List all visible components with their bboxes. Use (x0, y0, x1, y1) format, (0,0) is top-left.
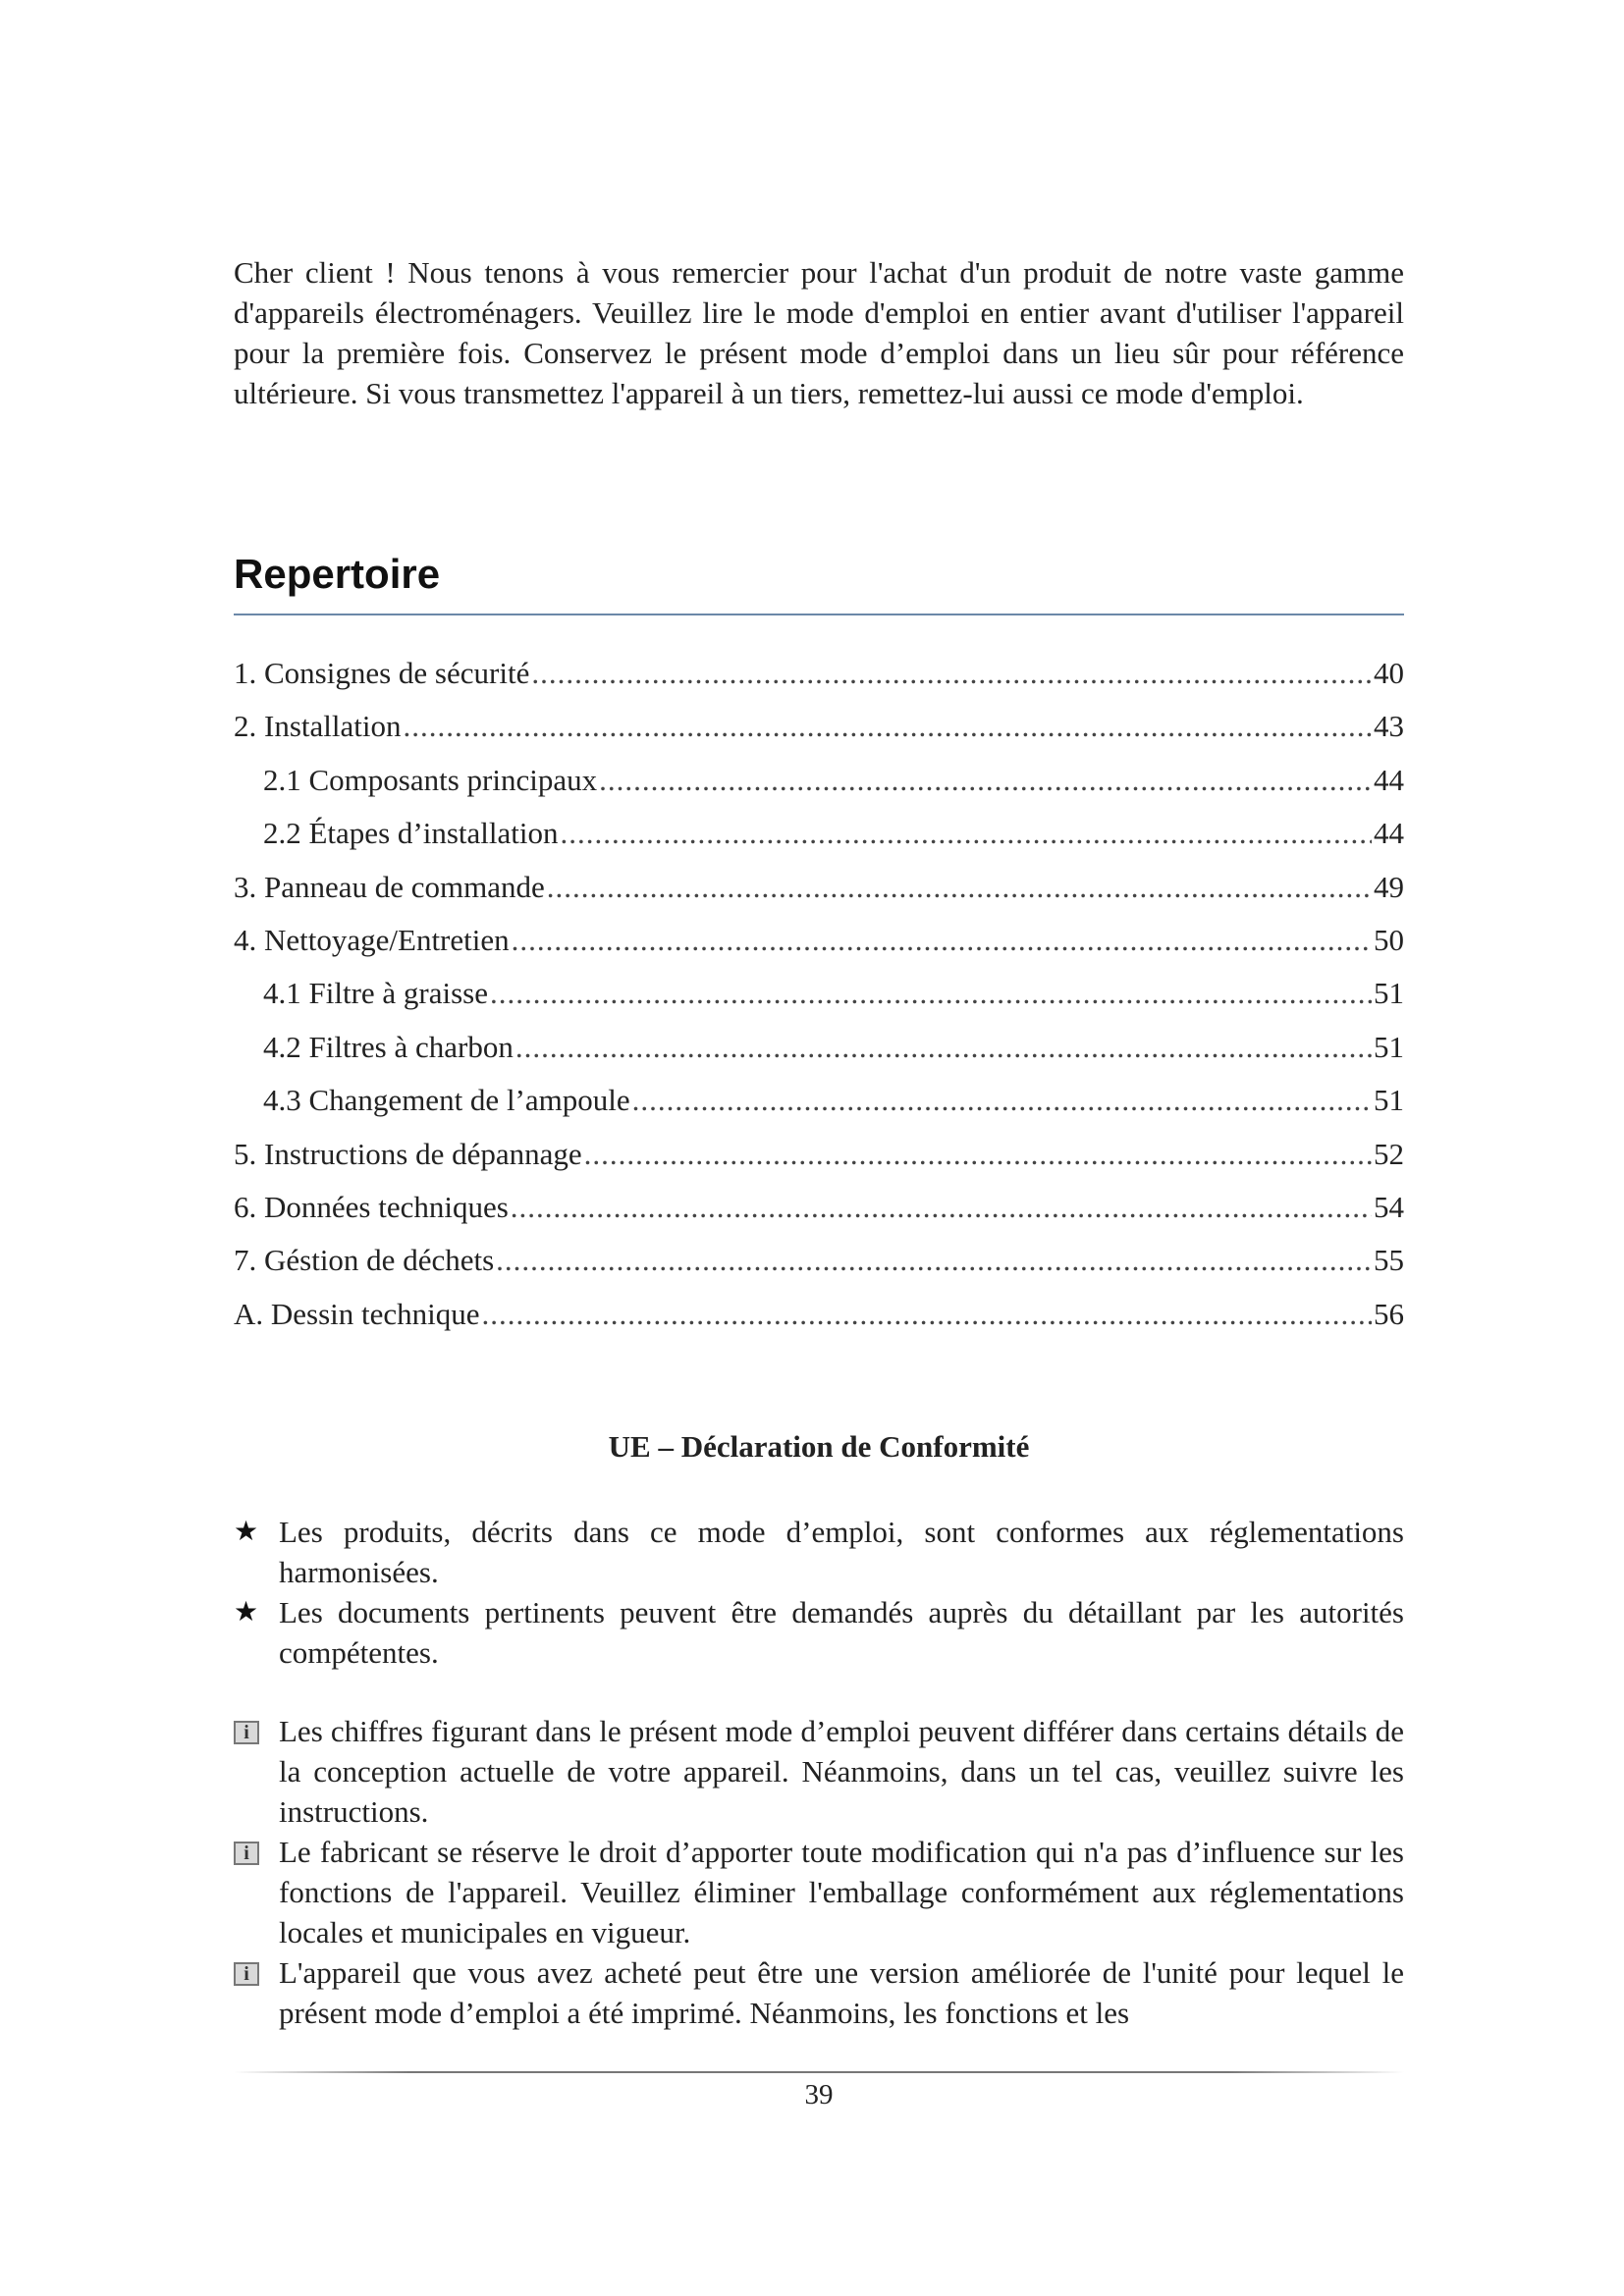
toc-entry[interactable] (234, 870, 1404, 923)
list-item (234, 1711, 1404, 1832)
toc-dot-leader (599, 763, 1372, 798)
toc-entry-label: 4.1 Filtre à graisse (263, 976, 489, 1011)
toc-entry-label: A. Dessin technique (234, 1296, 480, 1331)
toc-entry[interactable] (234, 1137, 1404, 1190)
toc-entry-page: 51 (1374, 1083, 1404, 1118)
toc-entry-page: 44 (1374, 762, 1404, 797)
toc-entry-page: 55 (1374, 1243, 1404, 1278)
list-item (234, 1512, 1404, 1592)
toc-dot-leader (482, 1297, 1372, 1332)
toc-entry-page: 49 (1374, 869, 1404, 904)
table-of-contents (234, 656, 1404, 1350)
toc-title: Repertoire (234, 551, 441, 597)
toc-entry-page: 52 (1374, 1136, 1404, 1171)
toc-entry-label: 4.2 Filtres à charbon (263, 1029, 514, 1064)
conformity-list (234, 1512, 1404, 1673)
toc-dot-leader (511, 1190, 1372, 1225)
toc-dot-leader (547, 870, 1372, 905)
toc-dot-leader (403, 709, 1372, 744)
info-icon: i (234, 1962, 259, 1986)
toc-entry[interactable] (234, 1190, 1404, 1243)
toc-entry-label: 4.3 Changement de l’ampoule (263, 1083, 630, 1118)
toc-entry[interactable] (234, 656, 1404, 709)
footer-rule (234, 2071, 1404, 2073)
info-icon: i (234, 1721, 259, 1744)
toc-entry-page: 50 (1374, 922, 1404, 957)
toc-entry-label: 1. Consignes de sécurité (234, 656, 530, 690)
toc-entry-page: 40 (1374, 656, 1404, 690)
toc-entry-label: 7. Géstion de déchets (234, 1243, 495, 1278)
toc-entry-page: 56 (1374, 1296, 1404, 1331)
toc-entry-page: 44 (1374, 816, 1404, 851)
toc-entry-label: 3. Panneau de commande (234, 869, 545, 904)
list-item (234, 1592, 1404, 1673)
toc-dot-leader (512, 923, 1372, 958)
toc-entry[interactable] (234, 1297, 1404, 1350)
list-item-text: Les produits, décrits dans ce mode d’emploi, sont conformes aux réglementations harmonisées. (279, 1515, 1404, 1589)
toc-subentry[interactable] (234, 816, 1404, 869)
list-item-text: Les documents pertinents peuvent être demandés auprès du détaillant par les autorités compétentes. (279, 1595, 1404, 1670)
list-item (234, 1832, 1404, 1952)
toc-entry[interactable] (234, 1243, 1404, 1296)
toc-entry-label: 2.1 Composants principaux (263, 762, 598, 797)
toc-subentry[interactable] (234, 1030, 1404, 1083)
list-item (234, 1952, 1404, 2033)
star-icon: ★ (234, 1517, 259, 1547)
list-item-text: Les chiffres figurant dans le présent mode d’emploi peuvent différer dans certains détails de la conception actuelle de votre appareil. Néanmoins, dans un tel cas, veuillez suivre les instructions. (279, 1714, 1404, 1829)
toc-entry-label: 5. Instructions de dépannage (234, 1136, 582, 1171)
toc-subentry[interactable] (234, 1083, 1404, 1136)
toc-entry-label: 2. Installation (234, 709, 402, 744)
toc-entry[interactable] (234, 923, 1404, 976)
toc-entry-page: 43 (1374, 709, 1404, 744)
intro-paragraph: Cher client ! Nous tenons à vous remercier pour l'achat d'un produit de notre vaste gamme d'appareils électroménagers. Veuillez lire le mode d'emploi en entier avant d'utiliser l'appareil pour la première fois. Conservez le présent mode d’emploi dans un lieu sûr pour référence ultérieure. Si vous transmettez l'appareil à un tiers, remettez-lui aussi ce mode d'emploi. (234, 255, 1404, 410)
declaration-title: UE – Déclaration de Conformité (608, 1429, 1030, 1464)
toc-entry-label: 6. Données techniques (234, 1189, 509, 1224)
toc-dot-leader (515, 1030, 1372, 1065)
toc-entry[interactable] (234, 709, 1404, 762)
list-item-text: L'appareil que vous avez acheté peut être une version améliorée de l'unité pour lequel le présent mode d’emploi a été imprimé. Néanmoins, les fonctions et les (279, 1955, 1404, 2030)
toc-entry-page: 51 (1374, 1029, 1404, 1064)
toc-title-rule (234, 614, 1404, 615)
star-icon: ★ (234, 1597, 259, 1628)
toc-dot-leader (632, 1083, 1372, 1118)
toc-entry-label: 4. Nettoyage/Entretien (234, 922, 510, 957)
toc-subentry[interactable] (234, 763, 1404, 816)
toc-dot-leader (560, 816, 1372, 851)
toc-entry-page: 51 (1374, 976, 1404, 1011)
toc-dot-leader (531, 656, 1372, 691)
toc-entry-label: 2.2 Étapes d’installation (263, 816, 559, 851)
toc-dot-leader (490, 976, 1372, 1011)
info-notes-list (234, 1711, 1404, 2033)
list-item-text: Le fabricant se réserve le droit d’apporter toute modification qui n'a pas d’influence sur les fonctions de l'appareil. Veuillez éliminer l'emballage conformément aux réglementations locales et municipales en vigueur. (279, 1835, 1404, 1949)
toc-dot-leader (584, 1137, 1372, 1172)
info-icon: i (234, 1842, 259, 1865)
toc-entry-page: 54 (1374, 1189, 1404, 1224)
toc-dot-leader (496, 1243, 1372, 1278)
page-number: 39 (804, 2079, 834, 2110)
toc-subentry[interactable] (234, 976, 1404, 1029)
